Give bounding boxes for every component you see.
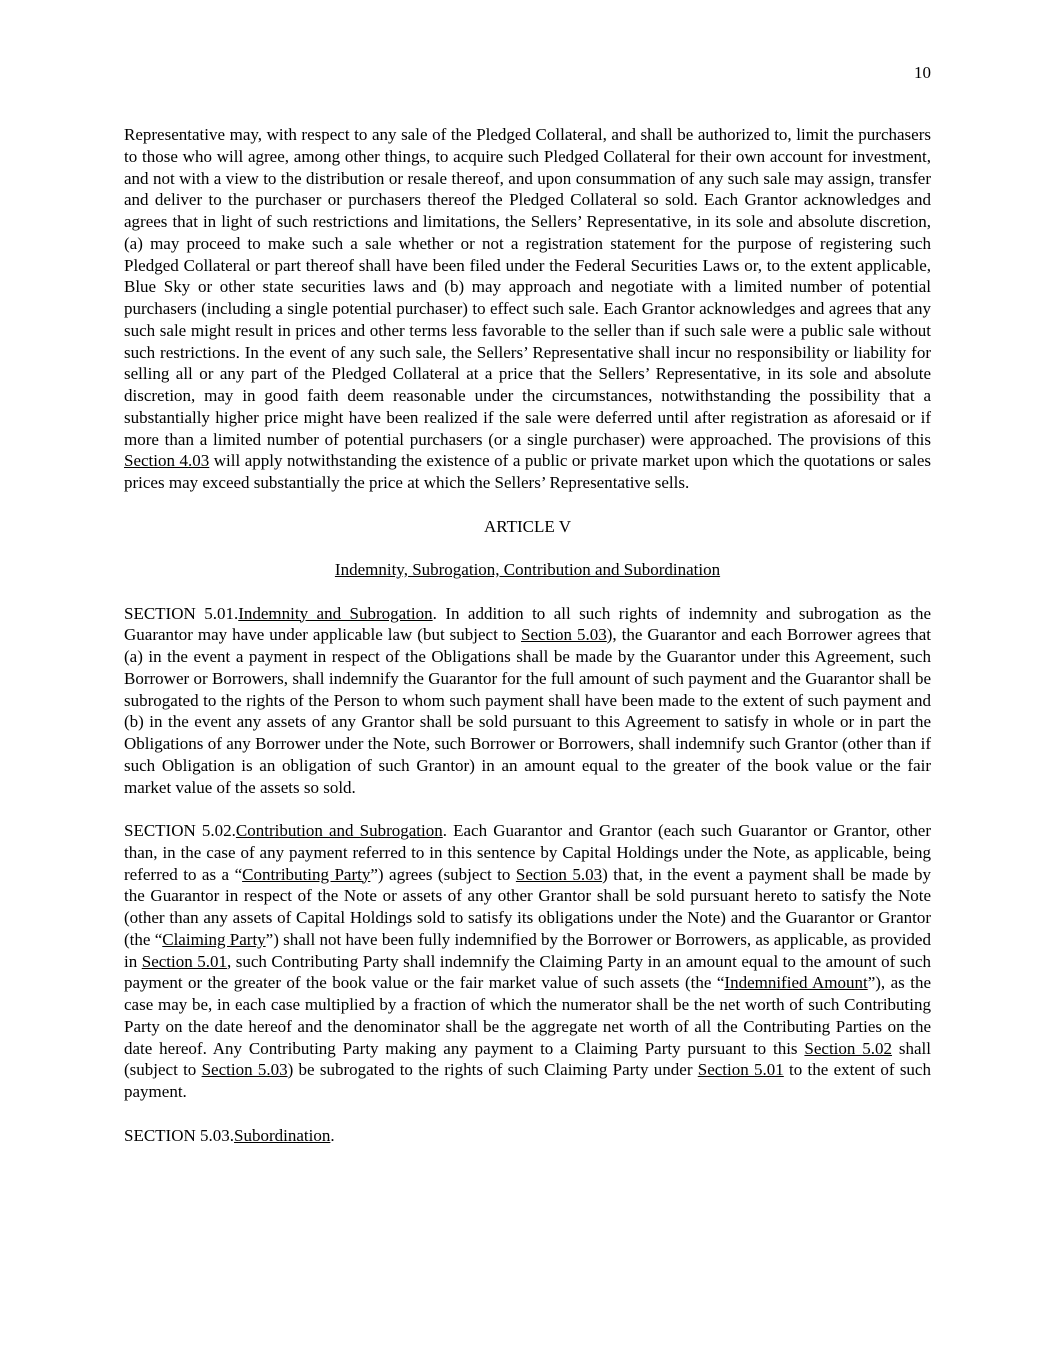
section-5-02 — [124, 820, 931, 1103]
section-5-03-reference: Section 5.03 — [201, 1060, 288, 1080]
section-title: Contribution and Subrogation — [235, 821, 443, 840]
section-5-03-reference: Section 5.03 — [521, 625, 607, 645]
section-title: Indemnity and Subrogation — [238, 603, 433, 623]
document-body — [124, 124, 931, 1146]
section-text: , such Contributing Party shall indemnify the Claiming Party in an amount equal to the amount of such payment or the greater of the book value or the fair market value of such assets (the “ — [124, 951, 931, 993]
section-5-01 — [124, 603, 931, 799]
page-number: 10 — [914, 63, 931, 82]
section-number: SECTION 5.03. — [124, 1125, 235, 1145]
section-4-03-reference: Section 4.03 — [124, 451, 210, 471]
article-heading: ARTICLE V — [484, 516, 571, 536]
section-5-01-reference: Section 5.01 — [141, 951, 227, 971]
defined-term-contributing-party: Contributing Party — [242, 864, 371, 884]
section-text: ”) shall not have been fully indemnified by the Borrower or Borrowers, as applicable, as provided in — [124, 929, 931, 971]
section-text: ) that, in the event a payment shall be made by the Guarantor in respect of the Note or assets of any other Grantor shall be sold pursuant hereto to satisfy the Note (other than any assets of Capital Holdings sold to satisfy its obligations under the Note) and the Guarantor or Grantor (the “ — [124, 864, 931, 949]
defined-term-claiming-party: Claiming Party — [162, 929, 266, 949]
paragraph-text: will apply notwithstanding the existence of a public or private market upon which the quotations or sales prices may exceed substantially the price at which the Sellers’ Representative sells. — [124, 451, 931, 492]
section-text: . Each Guarantor and Grantor (each such Guarantor or Grantor, other than, in the case of any payment referred to in this sentence by Capital Holdings under the Note, as applicable, being referred to as a “ — [124, 821, 932, 884]
section-text: ), the Guarantor and each Borrower agrees that (a) in the event a payment in respect of the Obligations shall be made by the Guarantor under this Agreement, such Borrower or Borrowers, shall indemnify the Guarantor for the full amount of such payment and the Guarantor shall be subrogated to the rights of the Person to whom such payment shall have been made to the extent of such payment and (b) in the event any assets of any Grantor shall be sold pursuant to this Agreement to satisfy in whole or in part the Obligations of any Borrower under the Note, such Borrower or Borrowers, shall indemnify such Grantor (other than if such Obligation is an obligation of such Grantor) in an amount equal to the greater of the book value or the fair market value of the assets so sold. — [124, 625, 931, 797]
section-5-03 — [124, 1125, 931, 1147]
section-text: ) be subrogated to the rights of such Claiming Party under — [287, 1060, 698, 1080]
section-text: ”), as the case may be, in each case multiplied by a fraction of which the numerator shall be the net worth of such Contributing Party on the date hereof and the denominator shall be the aggregate net worth of all the Contributing Parties on the date hereof. Any Contributing Party making any payment to a Claiming Party pursuant to this — [124, 973, 931, 1058]
paragraph-text: Representative may, with respect to any sale of the Pledged Collateral, and shall be authorized to, limit the purchasers to those who will agree, among other things, to acquire such Pledged Collateral for their own account for investment, and not with a view to the distribution or resale thereof, and upon consummation of any such sale may assign, transfer and deliver to the purchaser or purchasers thereof the Pledged Collateral so sold. Each Grantor acknowledges and agrees that in light of such restrictions and limitations, the Sellers’ Representative, in its sole and absolute discretion, (a) may proceed to make such a sale whether or not a registration statement for the purpose of registering such Pledged Collateral or part thereof shall have been filed under the Federal Securities Laws or, to the extent applicable, Blue Sky or other state securities laws and (b) may approach and negotiate with a limited number of potential purchasers (including a single potential purchaser) to effect such sale. Each Grantor acknowledges and agrees that any such sale might result in prices and other terms less favorable to the seller than if such sale were a public sale without such restrictions. In the event of any such sale, the Sellers’ Representative shall incur no responsibility or liability for selling all or any part of the Pledged Collateral at a price that the Sellers’ Representative, in its sole and absolute discretion, may in good faith deem reasonable under the circumstances, notwithstanding the possibility that a substantially higher price might have been realized if the sale were deferred until after registration as aforesaid or if more than a limited number of potential purchasers (or a single purchaser) were approached. The provisions of this — [124, 125, 931, 449]
section-title: Subordination — [234, 1125, 331, 1145]
section-number: SECTION 5.01. — [124, 603, 239, 623]
section-number: SECTION 5.02. — [124, 821, 236, 840]
section-text: shall (subject to — [124, 1038, 931, 1080]
section-text: ”) agrees (subject to — [370, 864, 516, 884]
defined-term-indemnified-amount: Indemnified Amount — [724, 973, 868, 993]
section-text: . — [330, 1125, 335, 1145]
article-subheading-text: Indemnity, Subrogation, Contribution and Subordination — [334, 560, 721, 579]
paragraph-pledged-collateral-sale — [124, 124, 931, 494]
section-text: . In addition to all such rights of indemnity and subrogation as the Guarantor may have under applicable law (but subject to — [124, 603, 931, 645]
article-subheading — [124, 559, 931, 581]
section-5-01-reference: Section 5.01 — [697, 1060, 784, 1080]
section-text: to the extent of such payment. — [124, 1060, 931, 1101]
section-5-02-reference: Section 5.02 — [804, 1038, 893, 1058]
section-5-03-reference: Section 5.03 — [515, 864, 603, 884]
